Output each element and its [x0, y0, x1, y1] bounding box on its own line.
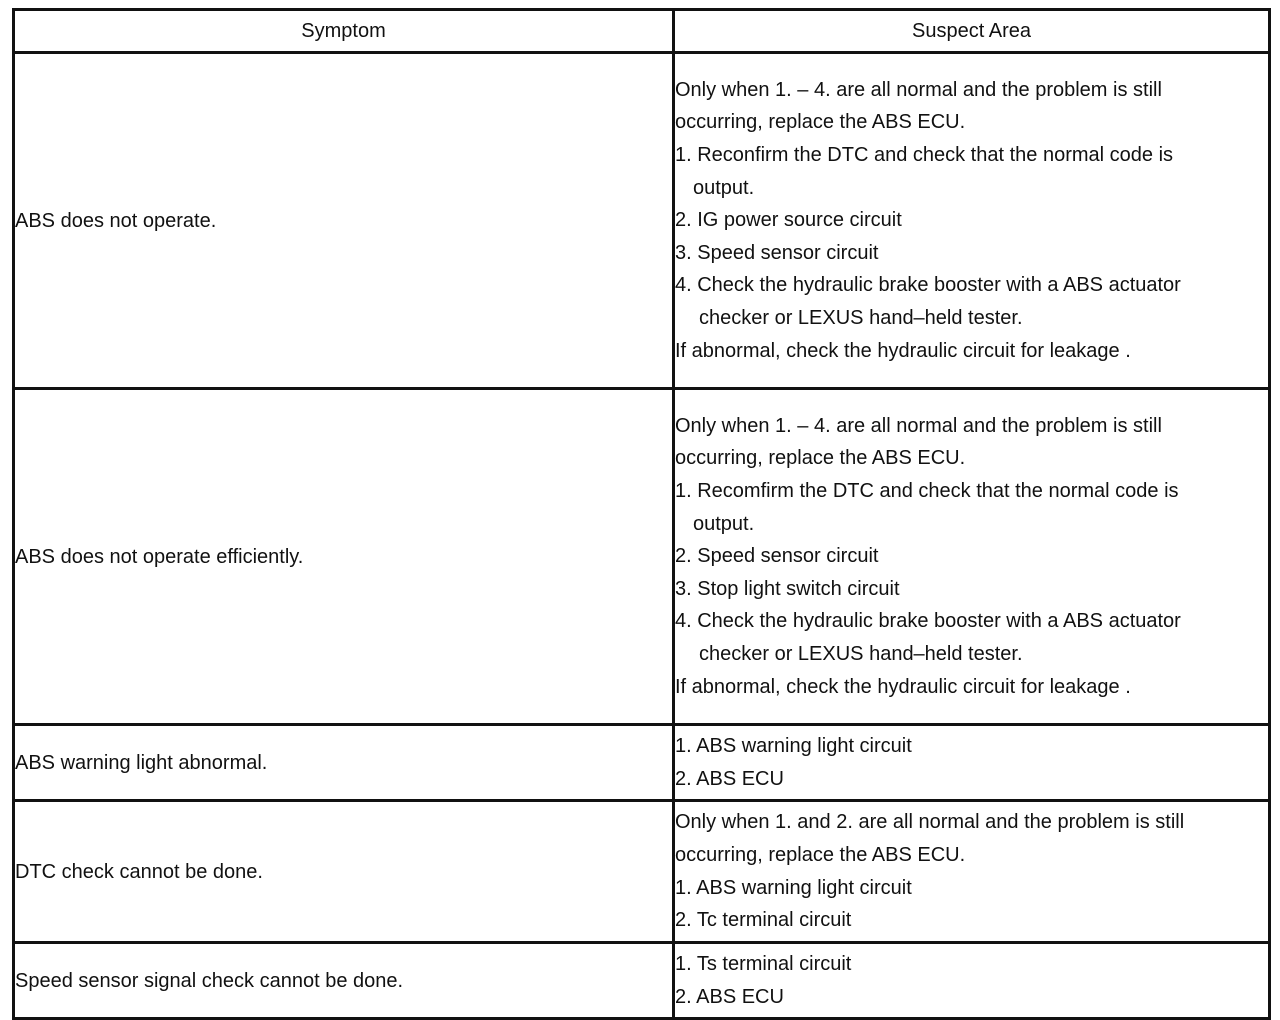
- suspect-line: 2. IG power source circuit: [675, 209, 902, 232]
- suspect-line: If abnormal, check the hydraulic circuit for leakage .: [675, 339, 1131, 362]
- suspect-line: 1. ABS warning light circuit: [675, 876, 912, 899]
- suspect-area-column-header: Suspect Area: [674, 10, 1270, 53]
- table-row: [14, 725, 1270, 801]
- table-row: [14, 53, 1270, 389]
- suspect-line: Only when 1. – 4. are all normal and the problem is still: [675, 414, 1162, 437]
- symptom-cell: Speed sensor signal check cannot be done.: [14, 943, 674, 1019]
- suspect-line: 2. Tc terminal circuit: [675, 909, 852, 932]
- symptom-table: [12, 8, 1271, 1020]
- suspect-line: 4. Check the hydraulic brake booster with a ABS actuator: [675, 274, 1181, 297]
- suspect-line: occurring, replace the ABS ECU.: [675, 447, 966, 470]
- suspect-line: 1. Recomfirm the DTC and check that the normal code is: [675, 480, 1179, 503]
- symptom-column-header: Symptom: [14, 10, 674, 53]
- suspect-area-cell: [674, 943, 1270, 1019]
- suspect-line: Only when 1. and 2. are all normal and the problem is still: [675, 811, 1185, 834]
- suspect-line: checker or LEXUS hand–held tester.: [699, 642, 1023, 665]
- suspect-line: checker or LEXUS hand–held tester.: [699, 306, 1023, 329]
- suspect-line: 2. Speed sensor circuit: [675, 545, 879, 568]
- suspect-area-cell: [674, 801, 1270, 943]
- symptom-cell: ABS does not operate.: [14, 53, 674, 389]
- troubleshooting-table-container: [12, 8, 1268, 1016]
- symptom-cell: DTC check cannot be done.: [14, 801, 674, 943]
- suspect-line: 3. Speed sensor circuit: [675, 241, 879, 264]
- suspect-line: 1. Reconfirm the DTC and check that the normal code is: [675, 144, 1174, 167]
- suspect-area-cell: [674, 389, 1270, 725]
- table-row: [14, 801, 1270, 943]
- suspect-line: 2. ABS ECU: [675, 767, 784, 790]
- suspect-line: If abnormal, check the hydraulic circuit for leakage .: [675, 675, 1131, 698]
- table-row: [14, 389, 1270, 725]
- suspect-line: 4. Check the hydraulic brake booster with a ABS actuator: [675, 610, 1181, 633]
- suspect-area-cell: [674, 725, 1270, 801]
- suspect-line: output.: [693, 512, 755, 535]
- suspect-line: occurring, replace the ABS ECU.: [675, 843, 966, 866]
- suspect-line: Only when 1. – 4. are all normal and the problem is still: [675, 78, 1162, 101]
- suspect-line: 1. Ts terminal circuit: [675, 952, 852, 975]
- suspect-line: 2. ABS ECU: [675, 985, 784, 1008]
- symptom-cell: ABS warning light abnormal.: [14, 725, 674, 801]
- suspect-area-cell: [674, 53, 1270, 389]
- symptom-cell: ABS does not operate efficiently.: [14, 389, 674, 725]
- table-row: [14, 943, 1270, 1019]
- suspect-line: output.: [693, 176, 755, 199]
- suspect-line: 1. ABS warning light circuit: [675, 734, 912, 757]
- table-header-row: [14, 10, 1270, 53]
- suspect-line: occurring, replace the ABS ECU.: [675, 111, 966, 134]
- suspect-line: 3. Stop light switch circuit: [675, 577, 900, 600]
